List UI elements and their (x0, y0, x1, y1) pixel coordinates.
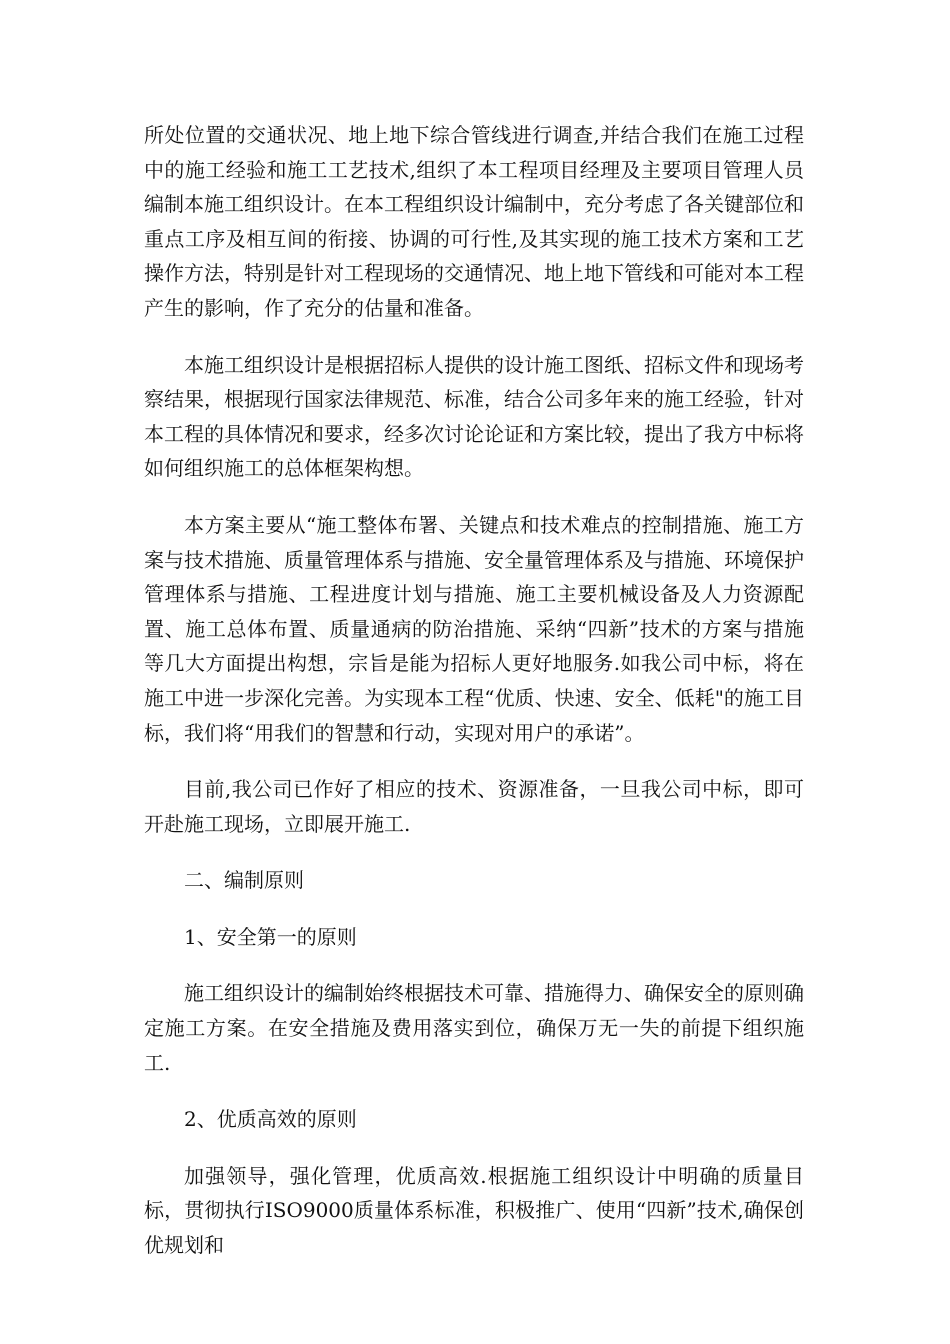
document-body (144, 118, 804, 1285)
paragraph-design-basis: 本施工组织设计是根据招标人提供的设计施工图纸、招标文件和现场考察结果，根据现行国家法律规范、标准，结合公司多年来的施工经验，针对本工程的具体情况和要求，经多次讨论论证和方案比较，提出了我方中标将如何组织施工的总体框架构想。 (144, 352, 804, 481)
paragraph-intro-continuation: 所处位置的交通状况、地上地下综合管线进行调查,并结合我们在施工过程中的施工经验和施工工艺技术,组织了本工程项目经理及主要项目管理人员编制本施工组织设计。在本工程组织设计编制中，充分考虑了各关键部位和重点工序及相互间的衔接、协调的可行性,及其实现的施工技术方案和工艺操作方法，特别是针对工程现场的交通情况、地上地下管线和可能对本工程产生的影响，作了充分的估量和准备。 (144, 123, 804, 320)
subheading-safety-first: 1、安全第一的原则 (184, 924, 357, 949)
paragraph-safety: 施工组织设计的编制始终根据技术可靠、措施得力、确保安全的原则确定施工方案。在安全措施及费用落实到位，确保万无一失的前提下组织施工. (144, 981, 804, 1075)
paragraph-quality: 加强领导，强化管理，优质高效.根据施工组织设计中明确的质量目标，贯彻执行ISO9000质量体系标准，积极推广、使用“四新”技术,确保创优规划和 (144, 1163, 804, 1258)
subheading-quality-efficiency: 2、优质高效的原则 (184, 1107, 357, 1132)
section-heading-principles: 二、编制原则 (184, 868, 304, 893)
paragraph-readiness: 目前,我公司已作好了相应的技术、资源准备，一旦我公司中标，即可开赴施工现场，立即展开施工. (144, 777, 804, 836)
paragraph-plan-scope: 本方案主要从“施工整体布署、关键点和技术难点的控制措施、施工方案与技术措施、质量管理体系与措施、安全量管理体系及与措施、环境保护管理体系与措施、工程进度计划与措施、施工主要机械设备及人力资源配置、施工总体布置、质量通病的防治措施、采纳“四新”技术的方案与措施等几大方面提出构想，宗旨是能为招标人更好地服务.如我公司中标，将在施工中进一步深化完善。为实现本工程“优质、快速、安全、低耗"的施工目标，我们将“用我们的智慧和行动，实现对用户的承诺”。 (144, 512, 804, 745)
